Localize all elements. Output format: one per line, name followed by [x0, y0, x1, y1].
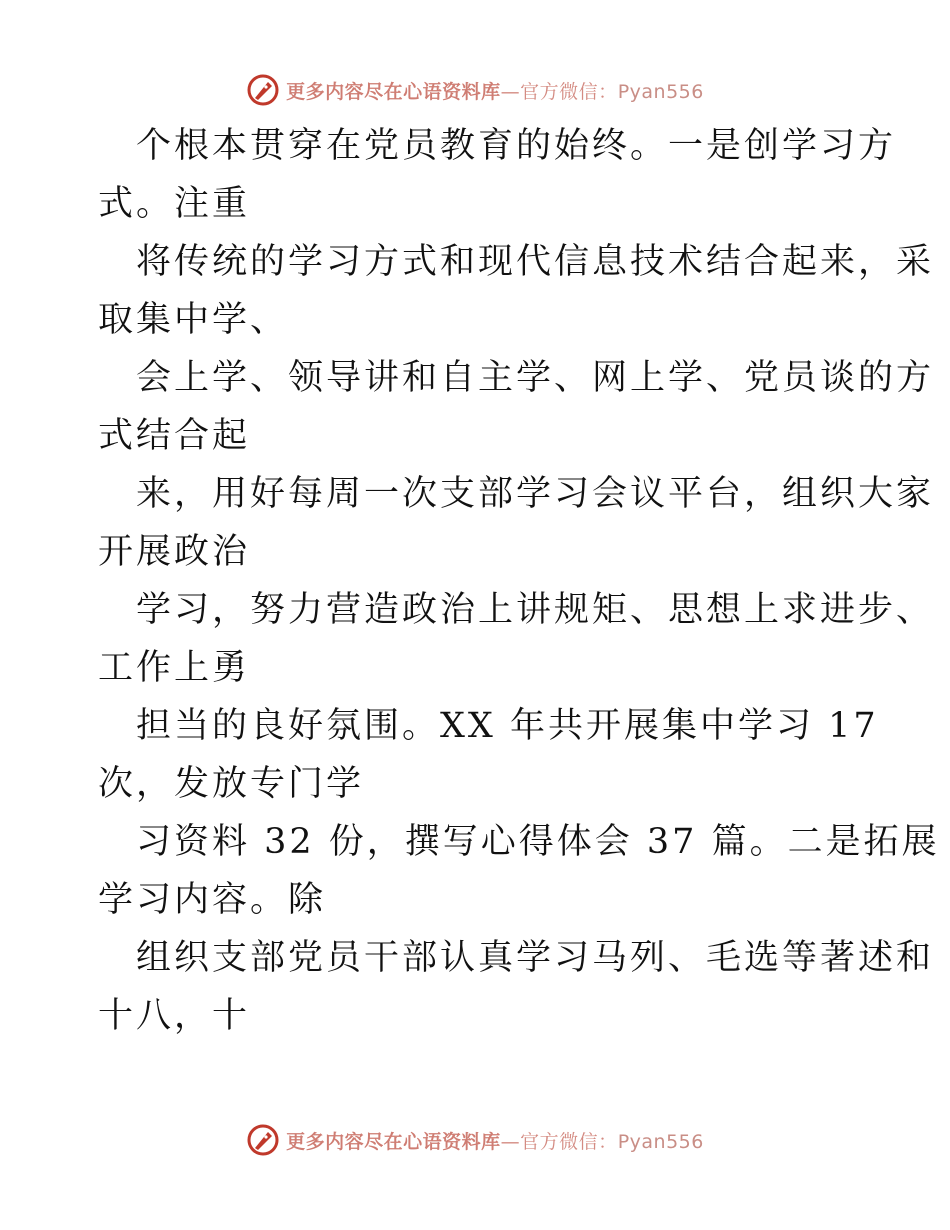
- text-line: 习资料 32 份，撰写心得体会 37 篇。二是拓展: [136, 822, 940, 862]
- text-line: 将传统的学习方式和现代信息技术结合起来，采: [136, 242, 935, 282]
- document-body: [98, 117, 940, 1045]
- text-line: 学习内容。除: [98, 880, 327, 920]
- footer-wechat-label: 官方微信：: [520, 1130, 618, 1153]
- footer-site-text: 更多内容尽在心语资料库: [286, 1130, 501, 1153]
- header-watermark-text: [286, 77, 704, 104]
- text-line: 来，用好每周一次支部学习会议平台，组织大家: [136, 474, 935, 514]
- text-line: 取集中学、: [98, 300, 289, 340]
- pen-nib-logo-icon: [246, 1123, 280, 1157]
- text-line: 开展政治: [98, 532, 251, 572]
- text-line: 式。注重: [98, 184, 251, 224]
- text-line: 学习，努力营造政治上讲规矩、思想上求进步、: [136, 590, 935, 630]
- text-line: 组织支部党员干部认真学习马列、毛选等著述和: [136, 938, 935, 978]
- text-line: 工作上勇: [98, 648, 251, 688]
- header-wechat-id: Pyan556: [617, 80, 704, 103]
- text-line: 次，发放专门学: [98, 764, 365, 804]
- text-line: 担当的良好氛围。XX 年共开展集中学习 17: [136, 706, 879, 746]
- header-site-text: 更多内容尽在心语资料库: [286, 80, 501, 103]
- text-line: 式结合起: [98, 416, 251, 456]
- footer-dash: —: [500, 1130, 521, 1153]
- pen-nib-logo-icon: [246, 73, 280, 107]
- header-watermark-banner: [0, 70, 950, 110]
- text-line: 个根本贯穿在党员教育的始终。一是创学习方: [136, 126, 897, 166]
- header-wechat-label: 官方微信：: [520, 80, 618, 103]
- footer-watermark-banner: [0, 1120, 950, 1160]
- footer-wechat-id: Pyan556: [617, 1130, 704, 1153]
- header-dash: —: [500, 80, 521, 103]
- text-line: 十八，十: [98, 996, 251, 1036]
- footer-watermark-text: [286, 1127, 704, 1154]
- text-line: 会上学、领导讲和自主学、网上学、党员谈的方: [136, 358, 935, 398]
